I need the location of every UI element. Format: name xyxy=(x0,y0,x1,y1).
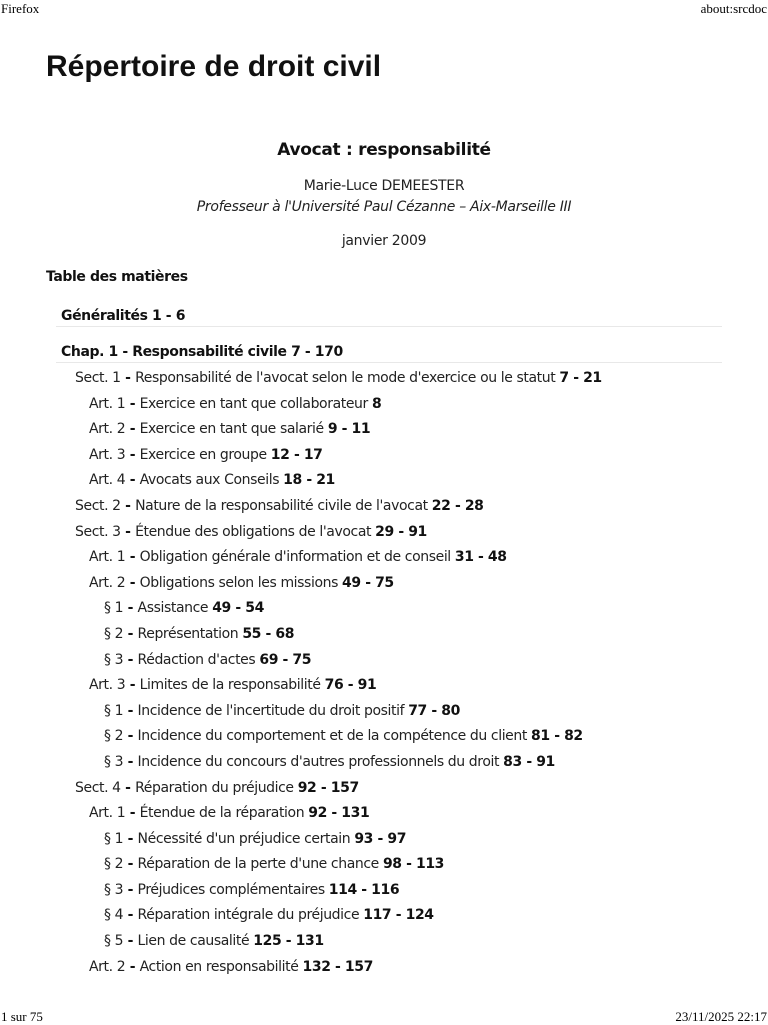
toc-entry-separator: - xyxy=(123,753,138,770)
toc-entry-prefix: § 2 xyxy=(104,856,124,873)
toc-entry-section[interactable] xyxy=(0,520,768,546)
toc-entry-range: 132 - 157 xyxy=(302,958,373,975)
toc-entry-prefix: § 4 xyxy=(104,907,124,924)
toc-entry-text: Lien de causalité xyxy=(137,933,250,950)
toc-entry-range: 49 - 54 xyxy=(212,600,264,617)
toc-entry-range: 76 - 91 xyxy=(324,677,377,694)
toc-entry-article[interactable] xyxy=(0,571,768,597)
toc-entry-article[interactable] xyxy=(0,392,768,418)
toc-entry-section[interactable] xyxy=(0,494,768,520)
toc-entry-section[interactable] xyxy=(0,366,768,392)
toc-entry-text: Exercice en groupe xyxy=(139,446,267,463)
toc-entry-prefix: Art. 2 xyxy=(89,958,126,975)
toc-entry-text: Réparation intégrale du préjudice xyxy=(137,907,360,924)
toc-entry-separator: - xyxy=(123,600,138,617)
toc-entry-paragraph[interactable] xyxy=(0,827,768,853)
article-title: Avocat : responsabilité xyxy=(277,140,491,160)
toc-entry-prefix: § 1 xyxy=(104,830,124,847)
toc-entry-paragraph[interactable] xyxy=(0,622,768,648)
toc-part-link[interactable]: Chap. 1 - Responsabilité civile 7 - 170 xyxy=(61,344,343,360)
toc-entry-prefix: Art. 3 xyxy=(89,446,126,463)
toc-entry-separator: - xyxy=(123,856,138,873)
toc-entry-text: Préjudices complémentaires xyxy=(137,881,325,898)
toc-entry-separator: - xyxy=(125,472,140,489)
toc-entry-text: Obligations selon les missions xyxy=(139,574,338,591)
toc-entry-article[interactable] xyxy=(0,417,768,443)
toc-entry-range: 7 - 21 xyxy=(559,370,602,386)
toc-entry-separator: - xyxy=(125,805,140,822)
publication-date: janvier 2009 xyxy=(341,233,427,249)
toc-entry-range: 98 - 113 xyxy=(382,856,445,873)
toc-entry-paragraph[interactable] xyxy=(0,596,768,622)
toc-entry-text: Exercice en tant que collaborateur xyxy=(139,395,368,412)
toc-entry-prefix: Art. 1 xyxy=(89,549,126,566)
toc-entry-prefix: Sect. 1 xyxy=(75,370,121,386)
print-header-url: about:srcdoc xyxy=(700,1,767,16)
toc-entry-separator: - xyxy=(123,881,138,898)
toc-entry-separator: - xyxy=(125,395,140,412)
toc-entry-article[interactable] xyxy=(0,673,768,699)
toc-entry-range: 92 - 131 xyxy=(308,805,370,822)
toc-entry-separator: - xyxy=(120,497,136,514)
toc-entry-prefix: § 2 xyxy=(104,625,124,642)
toc-entry-text: Exercice en tant que salarié xyxy=(139,421,324,438)
toc-entry-range: 125 - 131 xyxy=(253,933,324,950)
toc-entry-range: 18 - 21 xyxy=(283,472,335,489)
toc-entry-article[interactable] xyxy=(0,468,768,494)
toc-entry-text: Assistance xyxy=(137,600,209,617)
toc-entry-article[interactable] xyxy=(0,545,768,571)
toc-entry-text: Incidence de l'incertitude du droit positif xyxy=(137,702,405,719)
print-header xyxy=(0,1,768,17)
toc-entry-separator: - xyxy=(120,779,136,796)
toc-entry-text: Nature de la responsabilité civile de l'avocat xyxy=(135,497,428,514)
toc-entry-paragraph[interactable] xyxy=(0,724,768,750)
toc-part-generalites xyxy=(56,293,722,327)
toc-entry-text: Étendue de la réparation xyxy=(139,805,305,822)
toc-entry-range: 81 - 82 xyxy=(531,728,583,745)
toc-entry-section[interactable] xyxy=(0,776,768,802)
toc-entry-text: Rédaction d'actes xyxy=(137,651,256,668)
toc-entry-prefix: § 3 xyxy=(104,651,124,668)
toc-entry-text: Nécessité d'un préjudice certain xyxy=(137,830,351,847)
toc-entry-article[interactable] xyxy=(0,443,768,469)
toc-entry-range: 83 - 91 xyxy=(503,753,555,770)
toc-entry-separator: - xyxy=(123,830,138,847)
toc-entry-prefix: Sect. 2 xyxy=(75,497,121,514)
toc-entry-separator: - xyxy=(125,677,140,694)
toc-entry-text: Responsabilité de l'avocat selon le mode d'exercice ou le statut xyxy=(135,370,556,386)
toc-entry-prefix: Art. 1 xyxy=(89,395,126,412)
toc-entry-text: Avocats aux Conseils xyxy=(139,472,280,489)
page-counter: 1 sur 75 xyxy=(1,1009,43,1024)
toc-entry-separator: - xyxy=(120,523,136,540)
toc-entry-separator: - xyxy=(123,651,138,668)
toc-entry-text: Incidence du comportement et de la compétence du client xyxy=(137,728,527,745)
toc-entry-prefix: Art. 1 xyxy=(89,805,126,822)
toc-entry-prefix: § 5 xyxy=(104,933,124,950)
toc-entry-text: Étendue des obligations de l'avocat xyxy=(135,523,372,540)
toc-entry-separator: - xyxy=(125,574,140,591)
toc-entry-range: 114 - 116 xyxy=(328,881,400,898)
toc-entry-text: Action en responsabilité xyxy=(139,958,299,975)
toc-entry-range: 55 - 68 xyxy=(242,625,295,642)
toc-entry-range: 31 - 48 xyxy=(454,549,507,566)
toc-entry-separator: - xyxy=(123,625,138,642)
toc-entry-separator: - xyxy=(125,549,140,566)
print-footer xyxy=(0,1009,768,1025)
print-header-app: Firefox xyxy=(1,1,40,16)
toc-entry-paragraph[interactable] xyxy=(0,699,768,725)
toc-list xyxy=(0,366,768,980)
toc-entry-prefix: Art. 2 xyxy=(89,574,126,591)
toc-entry-prefix: Sect. 4 xyxy=(75,779,121,796)
toc-entry-text: Réparation de la perte d'une chance xyxy=(137,856,379,873)
toc-entry-range: 69 - 75 xyxy=(259,651,312,668)
toc-entry-separator: - xyxy=(123,728,138,745)
toc-entry-range: 92 - 157 xyxy=(297,779,359,796)
toc-entry-article[interactable] xyxy=(0,955,768,981)
toc-entry-paragraph[interactable] xyxy=(0,929,768,955)
toc-entry-text: Obligation générale d'information et de conseil xyxy=(139,549,451,566)
toc-entry-prefix: § 1 xyxy=(104,600,124,617)
toc-entry-text: Réparation du préjudice xyxy=(135,779,294,796)
toc-entry-prefix: § 3 xyxy=(104,881,124,898)
toc-entry-paragraph[interactable] xyxy=(0,878,768,904)
toc-entry-range: 93 - 97 xyxy=(354,830,407,847)
toc-heading: Table des matières xyxy=(46,269,188,285)
toc-entry-separator: - xyxy=(125,446,140,463)
toc-entry-range: 22 - 28 xyxy=(431,497,484,514)
toc-part-chapter-1 xyxy=(56,329,722,363)
toc-entry-separator: - xyxy=(123,907,138,924)
print-timestamp: 23/11/2025 22:17 xyxy=(675,1009,767,1024)
toc-entry-range: 117 - 124 xyxy=(363,907,434,924)
page-title: Répertoire de droit civil xyxy=(46,50,382,83)
toc-entry-separator: - xyxy=(125,958,140,975)
toc-entry-range: 49 - 75 xyxy=(342,574,394,591)
toc-entry-prefix: § 2 xyxy=(104,728,124,745)
toc-entry-prefix: § 3 xyxy=(104,753,124,770)
toc-entry-separator: - xyxy=(120,370,136,386)
toc-entry-range: 12 - 17 xyxy=(270,446,323,463)
toc-entry-paragraph[interactable] xyxy=(0,648,768,674)
toc-entry-separator: - xyxy=(123,702,138,719)
toc-entry-prefix: Sect. 3 xyxy=(75,523,121,540)
toc-entry-range: 9 - 11 xyxy=(327,421,371,438)
toc-entry-text: Incidence du concours d'autres professionnels du droit xyxy=(137,753,500,770)
toc-entry-prefix: Art. 2 xyxy=(89,421,126,438)
toc-entry-range: 77 - 80 xyxy=(408,702,460,719)
author-name: Marie-Luce DEMEESTER xyxy=(303,178,465,194)
toc-entry-text: Représentation xyxy=(137,625,239,642)
toc-entry-article[interactable] xyxy=(0,801,768,827)
author-affiliation: Professeur à l'Université Paul Cézanne – Aix-Marseille III xyxy=(196,199,572,215)
toc-entry-range: 29 - 91 xyxy=(375,523,427,540)
toc-entry-paragraph[interactable] xyxy=(0,750,768,776)
toc-entry-separator: - xyxy=(125,421,140,438)
toc-entry-prefix: Art. 3 xyxy=(89,677,126,694)
toc-part-link[interactable]: Généralités 1 - 6 xyxy=(61,308,186,324)
toc-entry-text: Limites de la responsabilité xyxy=(139,677,321,694)
toc-entry-range: 8 xyxy=(371,395,382,412)
toc-entry-paragraph[interactable] xyxy=(0,903,768,929)
toc-entry-paragraph[interactable] xyxy=(0,852,768,878)
toc-entry-prefix: Art. 4 xyxy=(89,472,126,489)
toc-entry-separator: - xyxy=(123,933,138,950)
toc-entry-prefix: § 1 xyxy=(104,702,124,719)
